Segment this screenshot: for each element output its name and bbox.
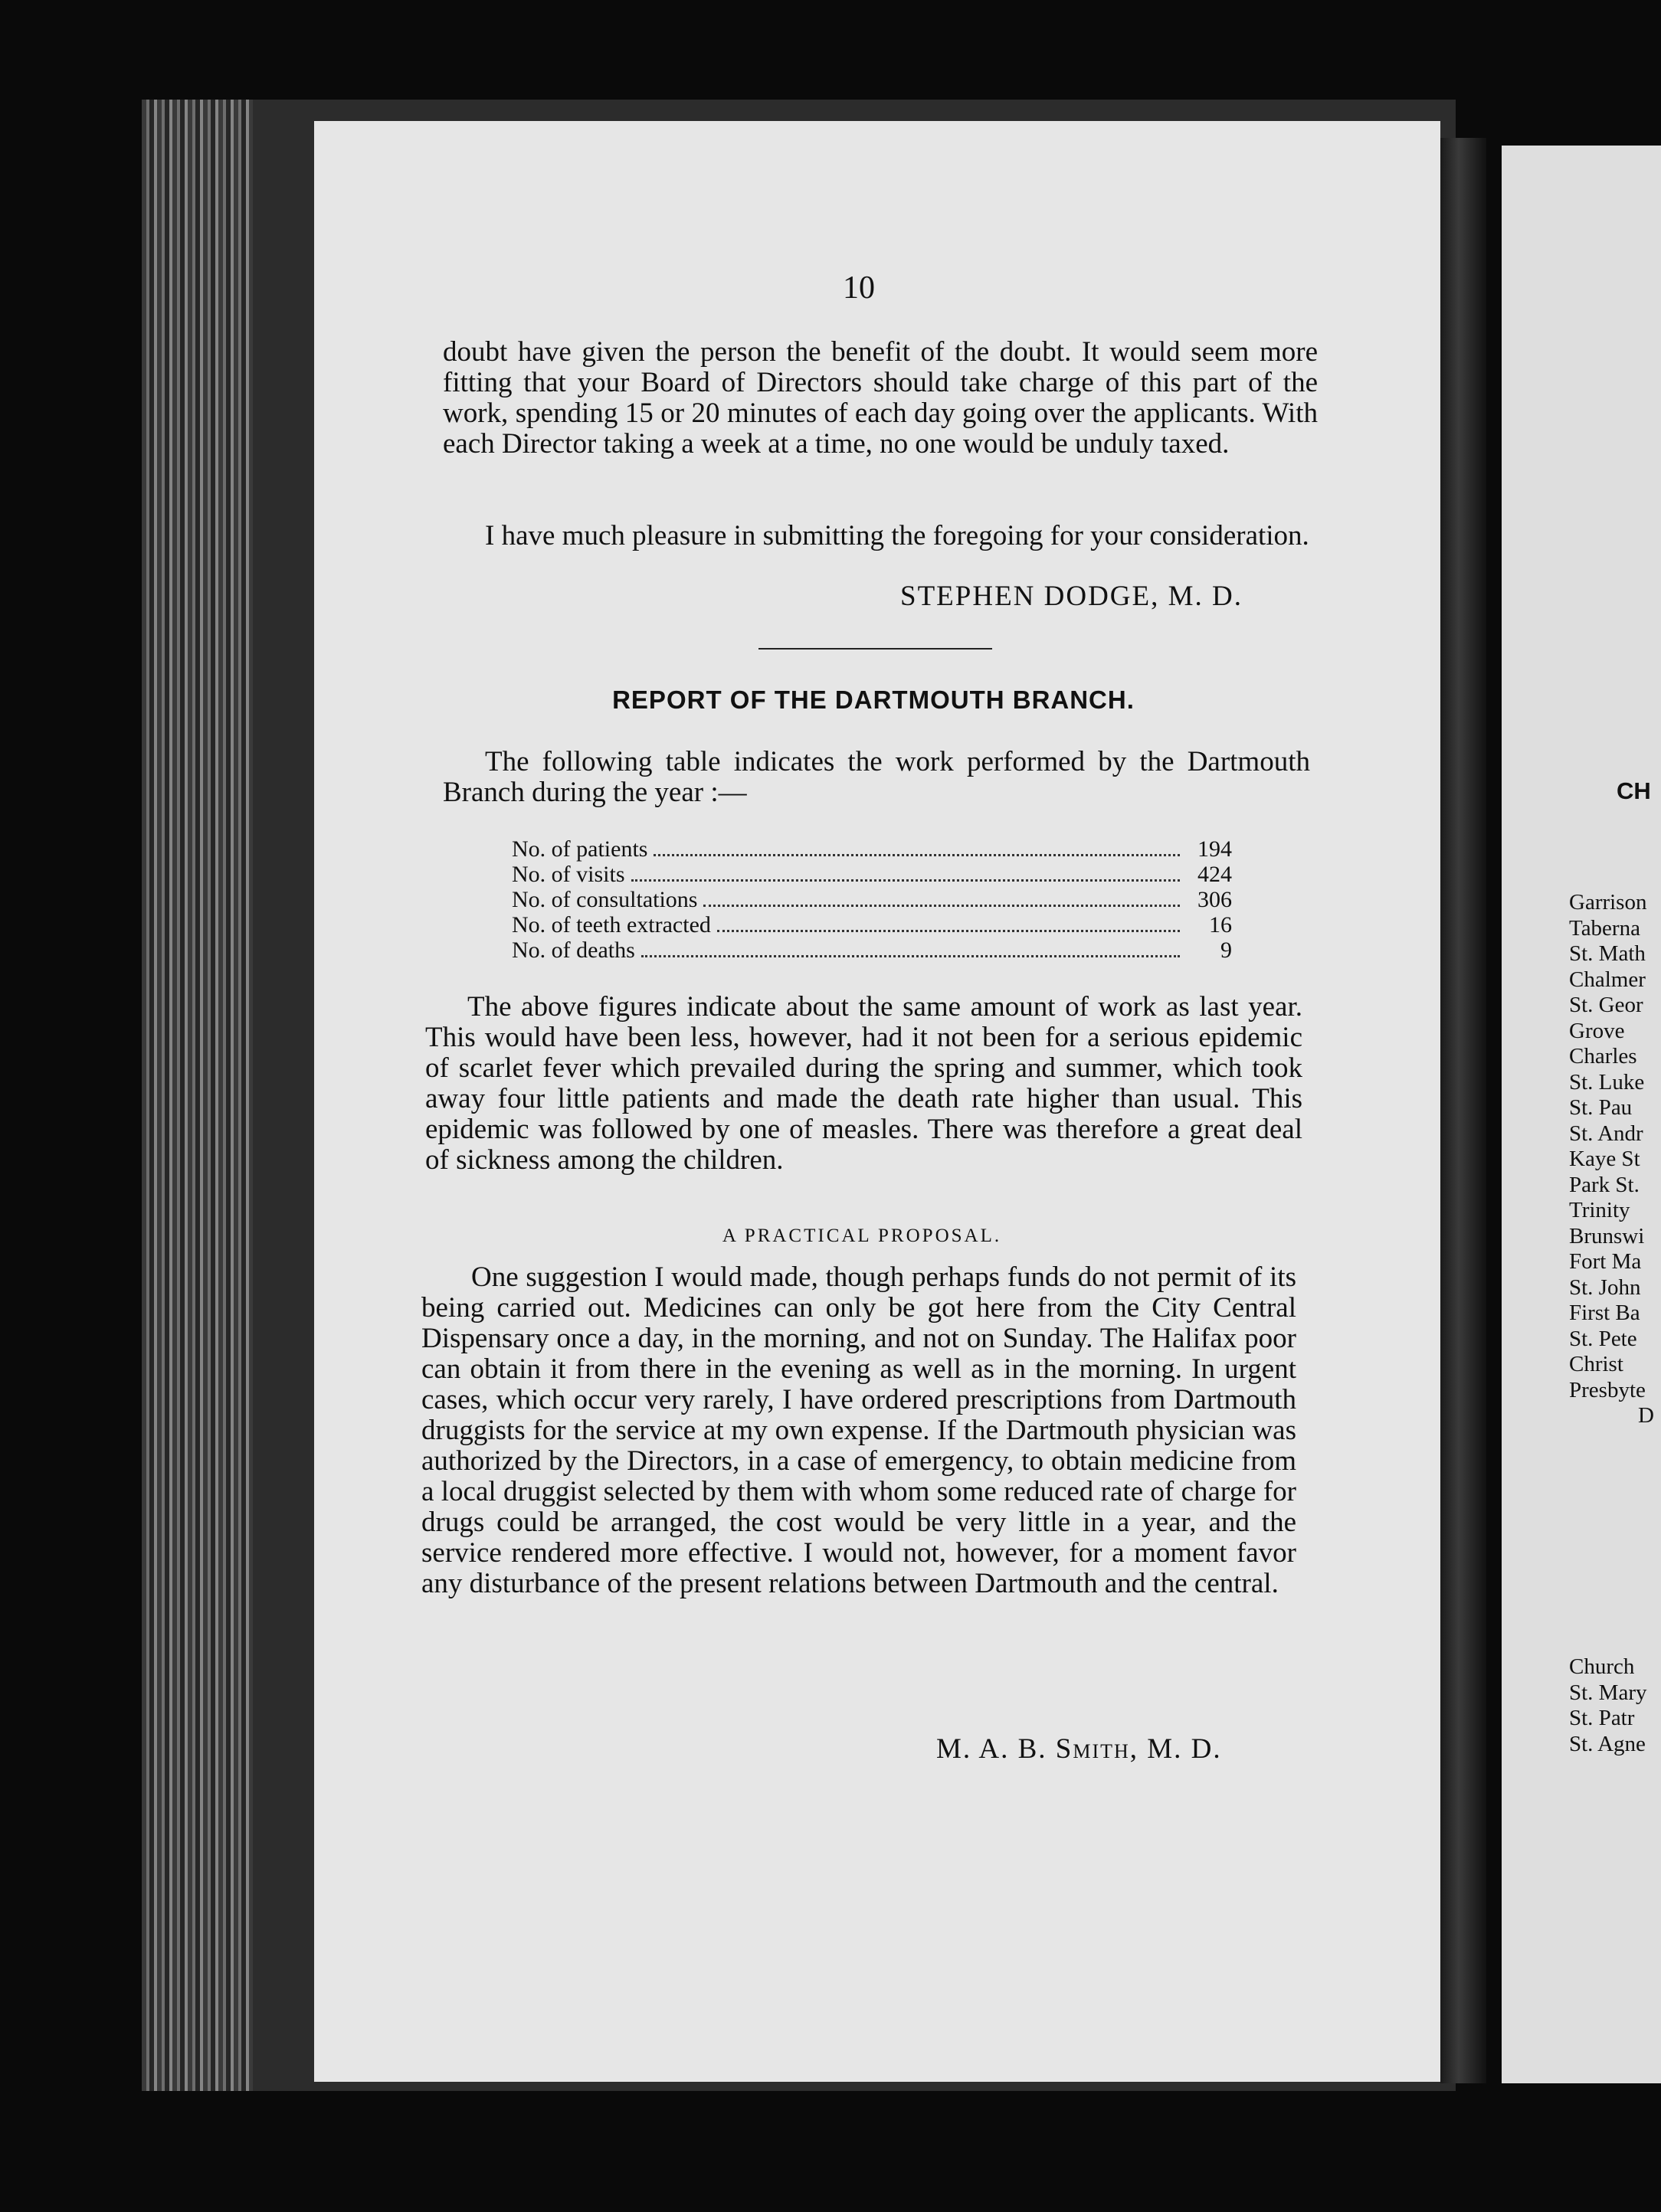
list-item: Charles (1569, 1044, 1637, 1068)
list-item: St. John (1569, 1275, 1641, 1300)
list-item: Church (1569, 1654, 1635, 1679)
list-item: First Ba (1569, 1301, 1640, 1325)
list-item: Taberna (1569, 915, 1640, 941)
list-item: St. Agne (1569, 1731, 1646, 1756)
list-item: St. Mary (1569, 1680, 1647, 1705)
list-item: D (1638, 1403, 1654, 1428)
list-item: Christ (1569, 1352, 1623, 1376)
list-item: Park St. (1569, 1172, 1640, 1197)
stat-row (512, 937, 1232, 963)
stat-value: 306 (1197, 887, 1232, 912)
closing-paragraph: I have much pleasure in submitting the foregoing for your consideration. (485, 520, 1309, 551)
list-item: Fort Ma (1569, 1249, 1642, 1274)
intro-paragraph: doubt have given the person the benefit of the doubt. It would seem more fitting that your Board of Directors should take charge of this part of the work, spending 15 or 20 minutes of each day going over the applicants. With each Director taking a week at a time, no one would be unduly taxed. (443, 336, 1318, 460)
list-item: St. Luke (1569, 1069, 1645, 1095)
stat-value: 194 (1197, 836, 1232, 862)
list-item: St. Pau (1569, 1095, 1633, 1120)
dot-leader (641, 955, 1180, 957)
list-item: Garrison (1569, 890, 1647, 915)
stat-value: 424 (1197, 862, 1232, 887)
report-heading: REPORT OF THE DARTMOUTH BRANCH. (612, 686, 1135, 714)
page-number: 10 (843, 270, 875, 306)
list-item: St. Patr (1569, 1706, 1635, 1730)
stat-row (512, 836, 1232, 862)
stat-label: No. of teeth extracted (512, 912, 711, 937)
dot-leader (703, 905, 1180, 907)
signature-stephen-dodge: STEPHEN DODGE, M. D. (900, 581, 1243, 612)
list-item: St. Andr (1569, 1121, 1643, 1146)
book-gutter (1440, 138, 1486, 2083)
stat-label: No. of patients (512, 836, 648, 862)
right-page-heading: CH (1617, 777, 1651, 804)
list-item: Brunswi (1569, 1223, 1645, 1248)
list-item: Trinity (1569, 1198, 1630, 1222)
figures-paragraph: The above figures indicate about the same amount of work as last year. This would have been less, however, had it not been for a serious epidemic of scarlet fever which prevailed during the spring and summer, which took away four little patients and made the death rate higher than usual. This epidemic was followed by one of measles. There was therefore a great deal of sickness among the children. (425, 991, 1302, 1176)
dot-leader (631, 879, 1180, 882)
church-list (1569, 890, 1654, 1429)
list-item: St. Math (1569, 941, 1646, 966)
stat-value: 9 (1220, 937, 1232, 963)
section-divider (758, 648, 992, 650)
proposal-subheading: A PRACTICAL PROPOSAL. (722, 1225, 1002, 1246)
list-item: Presbyte (1569, 1377, 1646, 1402)
dot-leader (717, 930, 1180, 932)
stat-value: 16 (1209, 912, 1232, 937)
signature-smith: M. A. B. Smith, M. D. (936, 1733, 1222, 1765)
list-item: St. Geor (1569, 993, 1643, 1017)
table-intro: The following table indicates the work performed by the Dartmouth Branch during the year :— (443, 746, 1310, 808)
list-item: St. Pete (1569, 1326, 1637, 1351)
stat-row (512, 887, 1232, 912)
stat-label: No. of deaths (512, 937, 635, 963)
stat-row (512, 912, 1232, 937)
list-item: Kaye St (1569, 1147, 1640, 1171)
proposal-paragraph: One suggestion I would made, though perhaps funds do not permit of its being carried out. Medicines can only be got here from the City Central Dispensary once a day, in the morning, and not on Sunday. The Halifax poor can obtain it from there in the evening as well as in the morning. In urgent cases, which occur very rarely, I have ordered prescriptions from Dartmouth druggists for the service at my own expense. If the Dartmouth physician was authorized by the Directors, in a case of emergency, to obtain medicine from a local druggist selected by them with whom some reduced rate of charge for drugs could be arranged, the cost would be very little in a year, and the service rendered more effective. I would not, however, for a moment favor any disturbance of the present relations between Dartmouth and the central. (421, 1261, 1296, 1599)
right-page (1502, 146, 1661, 2083)
dot-leader (654, 854, 1180, 856)
list-item: Chalmer (1569, 967, 1646, 992)
stat-label: No. of consultations (512, 887, 698, 912)
list-item: Grove (1569, 1018, 1625, 1043)
stat-label: No. of visits (512, 862, 625, 887)
stat-row (512, 862, 1232, 887)
stats-table (512, 836, 1232, 963)
church-list-secondary (1569, 1654, 1647, 1757)
